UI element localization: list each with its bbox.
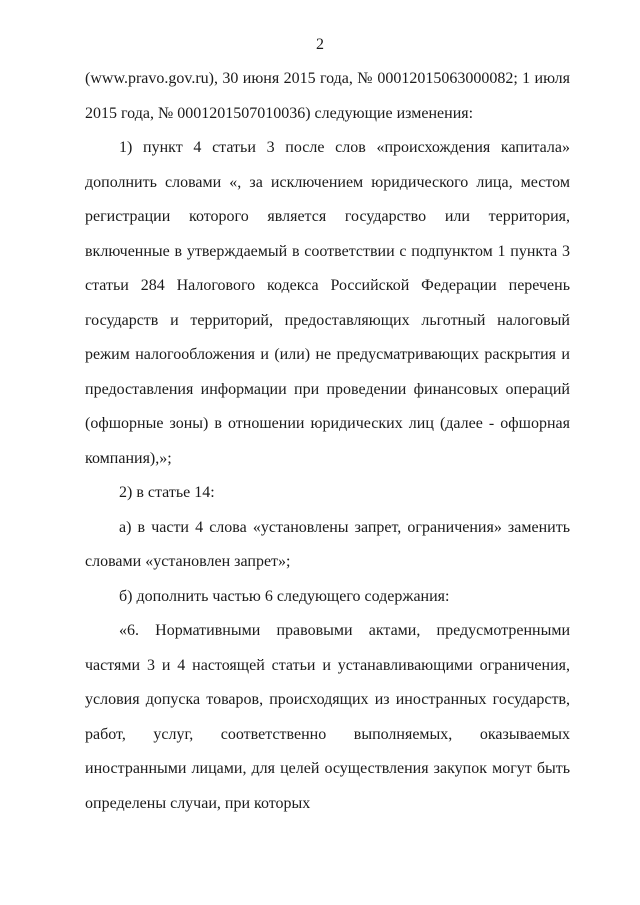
page-number: 2 — [316, 36, 324, 53]
paragraph-item-2: 2) в статье 14: — [119, 484, 215, 501]
paragraph-part-6: «6. Нормативными правовыми актами, предусмотренными частями 3 и 4 настоящей статьи и устанавливающими ограничения, условия допуска товаров, происходящих из иностранных государств, работ, услуг, соответственно выполняемых, оказываемых иностранными лицами, для целей осуществления закупок могут быть определены случаи, при которых — [85, 622, 570, 812]
document-body — [85, 62, 570, 821]
paragraph-intro: (www.pravo.gov.ru), 30 июня 2015 года, № 00012015063000082; 1 июля 2015 года, № 0001201507010036) следующие изменения: — [85, 70, 570, 122]
paragraph-subitem-b: б) дополнить частью 6 следующего содержания: — [119, 587, 450, 605]
paragraph-item-1: 1) пункт 4 статьи 3 после слов «происхождения капитала» дополнить словами «, за исключением юридического лица, местом регистрации которого является государство или территория, включенные в утверждаемый в соответствии с подпунктом 1 пункта 3 статьи 284 Налогового кодекса Российской Федерации перечень государств и территорий, предоставляющих льготный налоговый режим налогообложения и (или) не предусматривающих раскрытия и предоставления информации при проведении финансовых операций (офшорные зоны) в отношении юридических лиц (далее - офшорная компания),»; — [85, 139, 570, 467]
paragraph-subitem-a: а) в части 4 слова «установлены запрет, ограничения» заменить словами «установлен запрет»; — [85, 518, 570, 570]
